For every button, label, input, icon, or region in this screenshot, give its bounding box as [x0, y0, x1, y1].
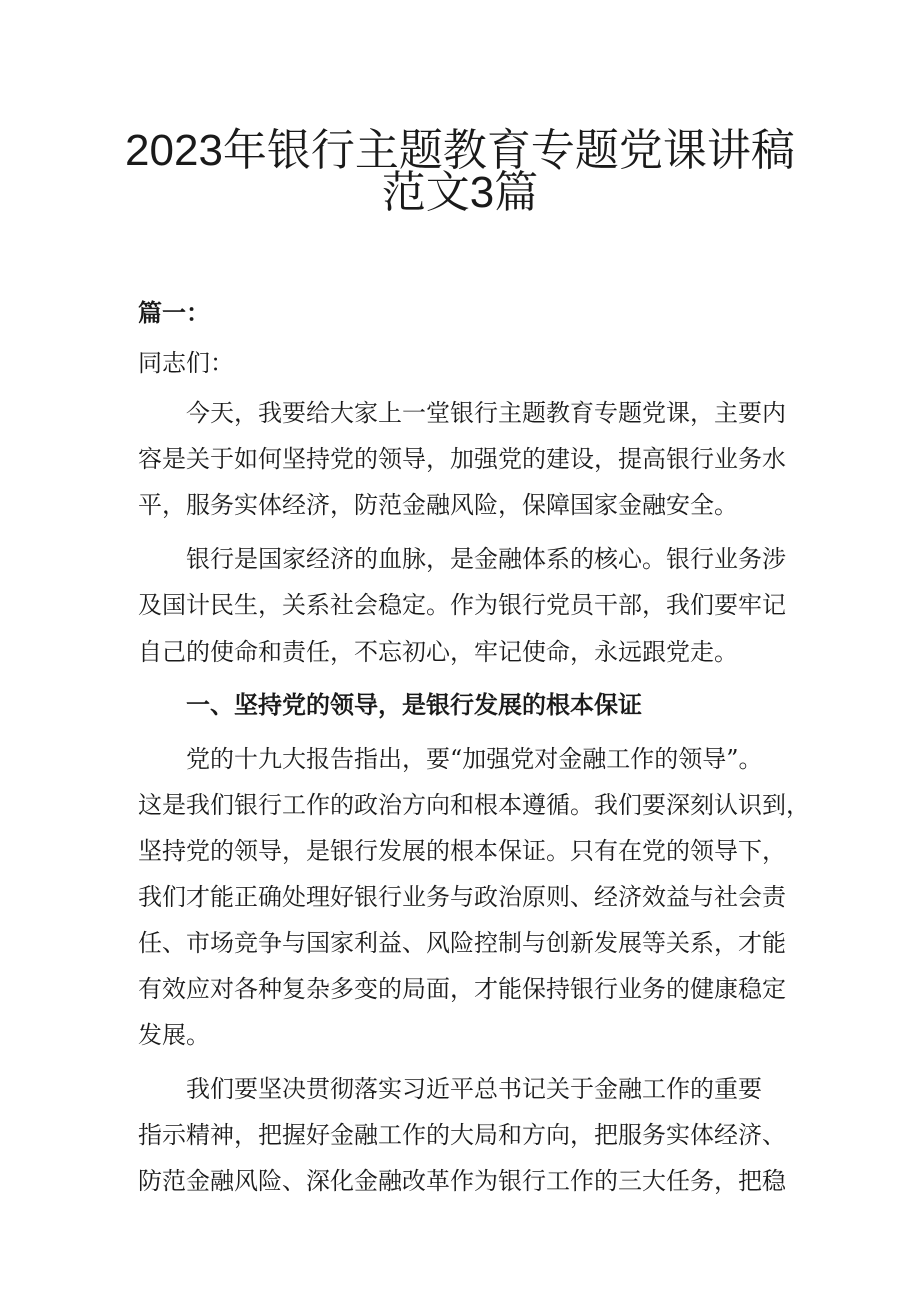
- paragraph-line: 今天，我要给大家上一堂银行主题教育专题党课，主要内: [186, 399, 786, 427]
- paragraph-line: 这是我们银行工作的政治方向和根本遵循。我们要深刻认识到，: [138, 791, 810, 819]
- section-label: 篇一：: [138, 299, 210, 327]
- paragraph-line: 容是关于如何坚持党的领导，加强党的建设，提高银行业务水: [138, 445, 786, 473]
- document-title-line-1: 2023年银行主题教育专题党课讲稿: [125, 126, 795, 175]
- paragraph-line: 我们要坚决贯彻落实习近平总书记关于金融工作的重要: [186, 1075, 762, 1103]
- paragraph-line: 我们才能正确处理好银行业务与政治原则、经济效益与社会责: [138, 883, 786, 911]
- document-title-line-2: 范文3篇: [381, 168, 539, 217]
- paragraph-line: 银行是国家经济的血脉，是金融体系的核心。银行业务涉: [186, 545, 786, 573]
- greeting: 同志们：: [138, 349, 234, 377]
- paragraph-line: 及国计民生，关系社会稳定。作为银行党员干部，我们要牢记: [138, 591, 786, 619]
- paragraph-line: 指示精神，把握好金融工作的大局和方向，把服务实体经济、: [138, 1121, 786, 1149]
- paragraph-line: 党的十九大报告指出，要“加强党对金融工作的领导”。: [186, 745, 763, 773]
- paragraph-line: 任、市场竞争与国家利益、风险控制与创新发展等关系，才能: [138, 929, 786, 957]
- section-heading: 一、坚持党的领导，是银行发展的根本保证: [186, 691, 642, 719]
- paragraph-line: 发展。: [138, 1021, 210, 1049]
- paragraph-line: 自己的使命和责任，不忘初心，牢记使命，永远跟党走。: [138, 638, 738, 666]
- paragraph-line: 防范金融风险、深化金融改革作为银行工作的三大任务，把稳: [138, 1167, 786, 1195]
- paragraph-line: 有效应对各种复杂多变的局面，才能保持银行业务的健康稳定: [138, 975, 786, 1003]
- paragraph-line: 坚持党的领导，是银行发展的根本保证。只有在党的领导下，: [138, 837, 786, 865]
- paragraph-line: 平，服务实体经济，防范金融风险，保障国家金融安全。: [138, 491, 738, 519]
